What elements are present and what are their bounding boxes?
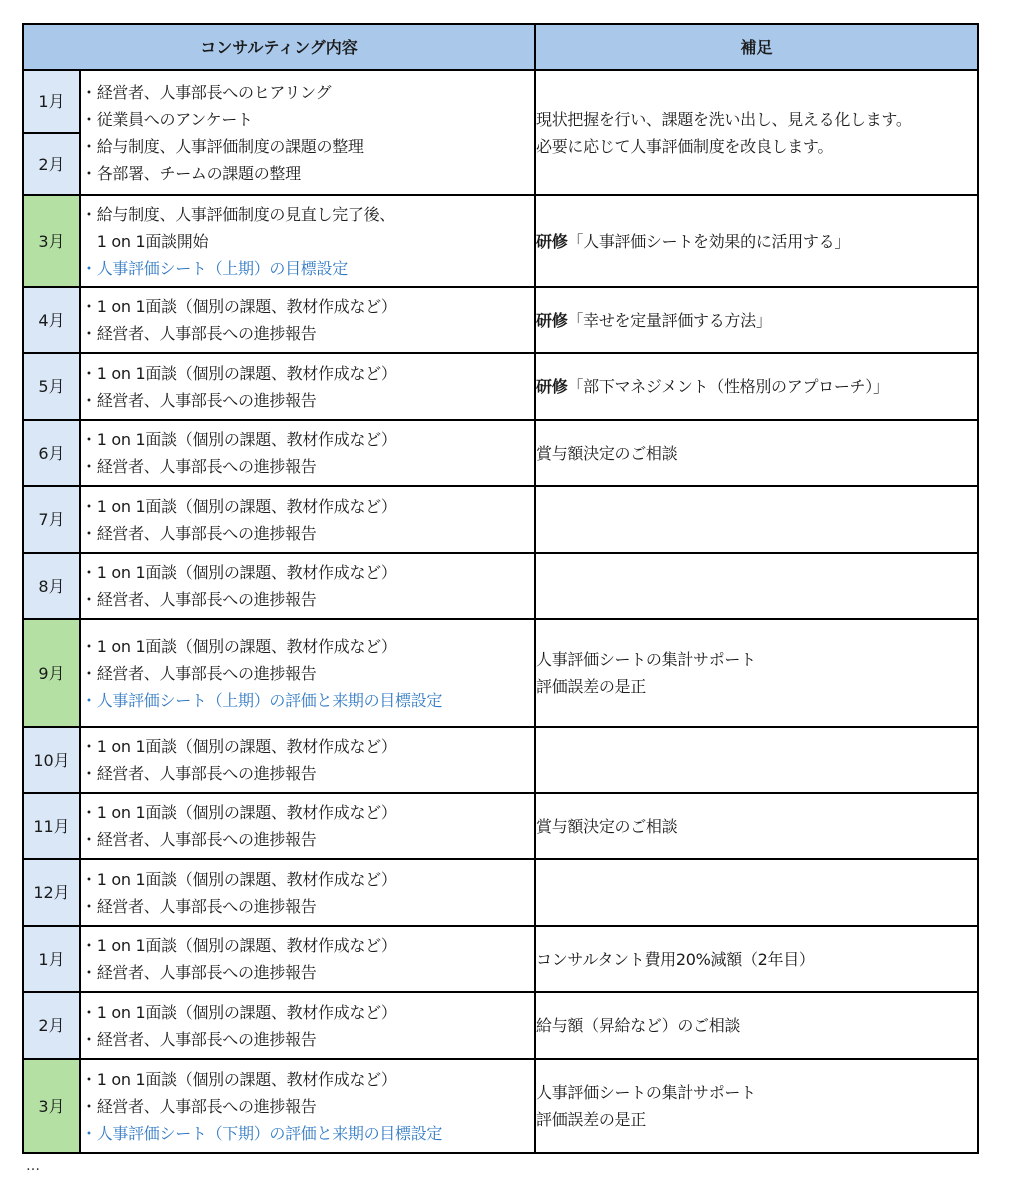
notes-cell	[535, 486, 978, 553]
table-row	[23, 859, 978, 926]
consulting-content-cell	[80, 70, 535, 195]
content-item: ・経営者、人事部長への進捗報告	[81, 324, 317, 343]
month-cell: 2月	[23, 133, 80, 195]
consulting-schedule-table	[22, 23, 979, 1154]
content-item: ・1 on 1面談（個別の課題、教材作成など）	[81, 297, 397, 316]
content-item: ・1 on 1面談（個別の課題、教材作成など）	[81, 737, 397, 756]
header-notes: 補足	[535, 24, 978, 70]
notes-cell	[535, 793, 978, 859]
month-cell: 7月	[23, 486, 80, 553]
table-row	[23, 287, 978, 353]
month-cell: 1月	[23, 926, 80, 992]
notes-cell	[535, 420, 978, 486]
training-label: 研修	[536, 377, 568, 396]
note-line	[536, 228, 977, 255]
content-item: ・経営者、人事部長への進捗報告	[81, 457, 317, 476]
content-item: ・経営者、人事部長への進捗報告	[81, 830, 317, 849]
table-header-row	[23, 24, 978, 70]
table-row	[23, 1059, 978, 1153]
consulting-content-cell	[80, 353, 535, 420]
content-item: ・経営者、人事部長への進捗報告	[81, 590, 317, 609]
content-item: ・経営者、人事部長への進捗報告	[81, 764, 317, 783]
content-item: ・1 on 1面談（個別の課題、教材作成など）	[81, 563, 397, 582]
content-item: ・従業員へのアンケート	[81, 109, 253, 129]
evaluation-sheet-item: ・人事評価シート（下期）の評価と来期の目標設定	[81, 1123, 443, 1143]
table-row	[23, 195, 978, 287]
training-label: 研修	[536, 231, 568, 251]
continuation-ellipsis: …	[26, 1158, 41, 1174]
content-item: 1 on 1面談開始	[81, 231, 209, 251]
consulting-content-cell	[80, 420, 535, 486]
table-row	[23, 486, 978, 553]
content-item: ・1 on 1面談（個別の課題、教材作成など）	[81, 1002, 397, 1022]
notes-cell	[535, 727, 978, 793]
evaluation-sheet-item: ・人事評価シート（上期）の評価と来期の目標設定	[81, 690, 443, 710]
month-cell: 10月	[23, 727, 80, 793]
notes-cell	[535, 70, 978, 195]
note-line: 賞与額決定のご相談	[536, 816, 678, 836]
note-line: 評価誤差の是正	[536, 677, 646, 696]
notes-cell	[535, 619, 978, 727]
note-line: 必要に応じて人事評価制度を改良します。	[536, 136, 834, 156]
table-row	[23, 70, 978, 133]
notes-cell	[535, 1059, 978, 1153]
table-row	[23, 793, 978, 859]
consulting-content-cell	[80, 486, 535, 553]
consulting-content-cell	[80, 859, 535, 926]
month-cell: 2月	[23, 992, 80, 1059]
month-cell: 4月	[23, 287, 80, 353]
content-item: ・経営者、人事部長への進捗報告	[81, 1096, 317, 1116]
content-item: ・1 on 1面談（個別の課題、教材作成など）	[81, 636, 397, 656]
table-row	[23, 926, 978, 992]
content-item: ・経営者、人事部長への進捗報告	[81, 1029, 317, 1049]
consulting-content-cell	[80, 619, 535, 727]
content-item: ・各部署、チームの課題の整理	[81, 163, 301, 183]
content-item: ・経営者、人事部長への進捗報告	[81, 896, 317, 916]
consulting-content-cell	[80, 727, 535, 793]
content-item: ・1 on 1面談（個別の課題、教材作成など）	[81, 936, 397, 955]
consulting-content-cell	[80, 553, 535, 619]
note-line: 給与額（昇給など）のご相談	[536, 1016, 741, 1035]
month-cell: 11月	[23, 793, 80, 859]
table-row	[23, 992, 978, 1059]
note-line: 人事評価シートの集計サポート	[536, 650, 756, 669]
notes-cell	[535, 926, 978, 992]
month-cell: 8月	[23, 553, 80, 619]
training-title: 「部下マネジメント（性格別のアプローチ）」	[567, 377, 889, 396]
month-cell: 3月	[23, 195, 80, 287]
consulting-content-cell	[80, 195, 535, 287]
training-title: 「人事評価シートを効果的に活用する」	[567, 231, 851, 251]
training-title: 「幸せを定量評価する方法」	[567, 310, 772, 330]
note-line: 人事評価シートの集計サポート	[536, 1083, 756, 1102]
month-cell: 1月	[23, 70, 80, 133]
table-row	[23, 619, 978, 727]
content-item: ・1 on 1面談（個別の課題、教材作成など）	[81, 496, 397, 516]
month-cell: 9月	[23, 619, 80, 727]
month-cell: 3月	[23, 1059, 80, 1153]
content-item: ・1 on 1面談（個別の課題、教材作成など）	[81, 803, 397, 822]
content-item: ・経営者、人事部長への進捗報告	[81, 523, 317, 543]
note-line: 現状把握を行い、課題を洗い出し、見える化します。	[536, 109, 912, 129]
consulting-content-cell	[80, 992, 535, 1059]
notes-cell	[535, 553, 978, 619]
notes-cell	[535, 353, 978, 420]
content-item: ・1 on 1面談（個別の課題、教材作成など）	[81, 430, 397, 449]
table-body	[23, 70, 978, 1153]
table-row	[23, 727, 978, 793]
table-row	[23, 420, 978, 486]
consulting-content-cell	[80, 287, 535, 353]
note-line: 賞与額決定のご相談	[536, 443, 678, 463]
note-line	[536, 307, 977, 334]
note-line: 評価誤差の是正	[536, 1110, 646, 1129]
consulting-content-cell	[80, 926, 535, 992]
note-line	[536, 373, 977, 400]
content-item: ・給与制度、人事評価制度の見直し完了後、	[81, 204, 396, 224]
notes-cell	[535, 992, 978, 1059]
evaluation-sheet-item: ・人事評価シート（上期）の目標設定	[81, 258, 348, 278]
content-item: ・経営者、人事部長への進捗報告	[81, 963, 317, 982]
content-item: ・経営者、人事部長への進捗報告	[81, 390, 317, 410]
table-row	[23, 553, 978, 619]
table-row	[23, 353, 978, 420]
training-label: 研修	[536, 310, 568, 330]
note-line: コンサルタント費用20%減額（2年目）	[536, 949, 815, 969]
content-item: ・1 on 1面談（個別の課題、教材作成など）	[81, 869, 397, 889]
notes-cell	[535, 859, 978, 926]
notes-cell	[535, 287, 978, 353]
header-consulting-content: コンサルティング内容	[23, 24, 535, 70]
content-item: ・経営者、人事部長への進捗報告	[81, 663, 317, 683]
content-item: ・1 on 1面談（個別の課題、教材作成など）	[81, 363, 397, 383]
content-item: ・経営者、人事部長へのヒアリング	[81, 82, 332, 102]
content-item: ・1 on 1面談（個別の課題、教材作成など）	[81, 1069, 397, 1089]
month-cell: 12月	[23, 859, 80, 926]
content-item: ・給与制度、人事評価制度の課題の整理	[81, 136, 364, 156]
consulting-content-cell	[80, 793, 535, 859]
month-cell: 6月	[23, 420, 80, 486]
consulting-content-cell	[80, 1059, 535, 1153]
notes-cell	[535, 195, 978, 287]
month-cell: 5月	[23, 353, 80, 420]
